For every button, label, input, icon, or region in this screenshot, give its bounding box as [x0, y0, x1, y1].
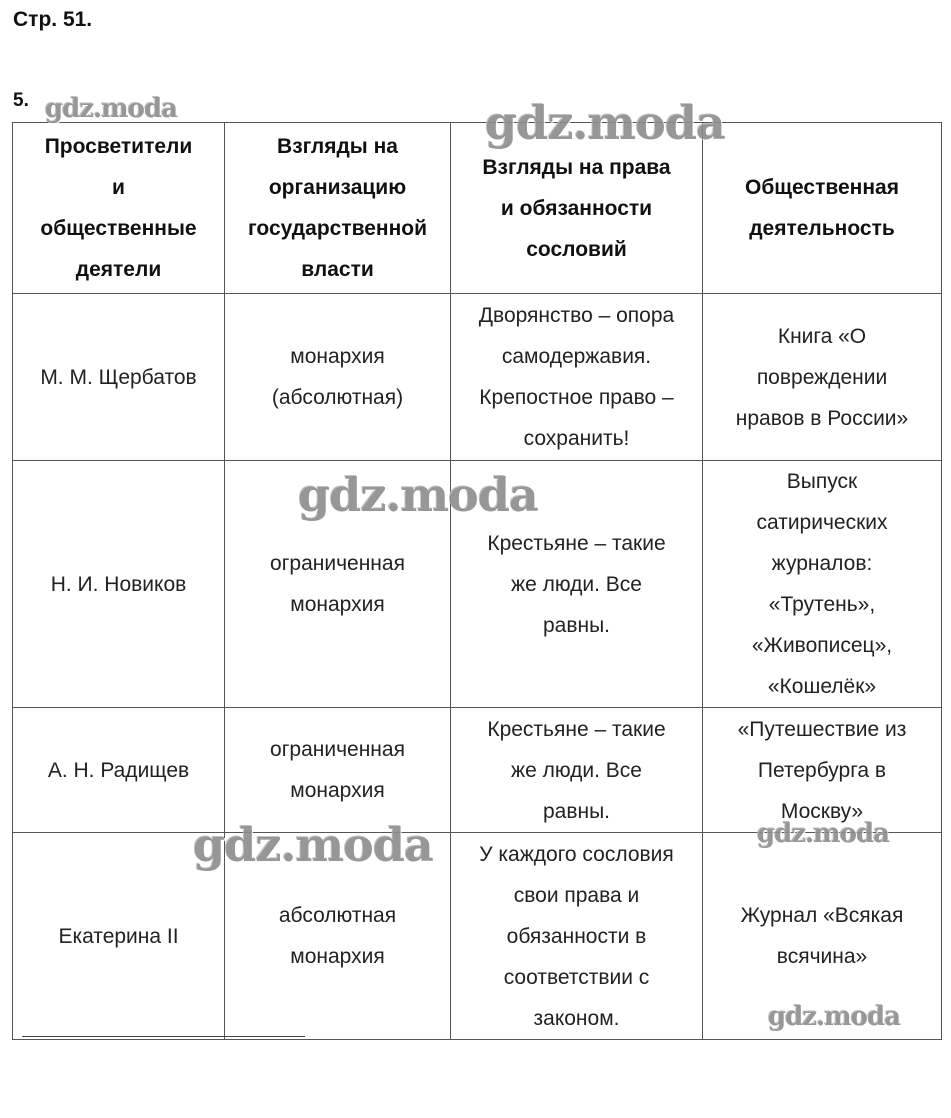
cell-line: свои права и: [513, 883, 640, 907]
table-row: [13, 708, 942, 833]
cell-line: власти: [301, 258, 374, 281]
cell-line: Екатерина II: [58, 924, 179, 948]
cell-line: нравов в России»: [735, 406, 909, 430]
watermark: gdz.moda: [193, 818, 433, 872]
cell-line: Выпуск: [786, 470, 858, 493]
header-cell-estate-views: [451, 123, 703, 294]
cell-line: монархия: [290, 945, 385, 968]
header-cell-activity: [703, 123, 942, 294]
cell-activity: [703, 461, 942, 708]
cell-line: абсолютная: [278, 904, 397, 927]
cell-line: повреждении: [756, 365, 888, 389]
cell-figure: [13, 833, 225, 1040]
cell-line: М. М. Щербатов: [40, 365, 197, 389]
cell-line: соответствии с: [503, 965, 650, 989]
cell-line: «Трутень»,: [768, 593, 876, 616]
table-header-row: [13, 123, 942, 294]
cell-state-views: [225, 708, 451, 833]
cell-line: Книга «О: [777, 324, 867, 348]
cell-line: самодержавия.: [501, 345, 652, 368]
cell-line: и: [112, 176, 125, 199]
cell-line: «Живописец»,: [751, 634, 893, 657]
cell-line: государственной: [247, 217, 428, 240]
cell-figure: [13, 294, 225, 461]
cell-line: общественные: [40, 217, 197, 240]
cell-line: деятели: [75, 258, 162, 281]
cell-line: (абсолютная): [271, 386, 404, 409]
watermark: gdz.moda: [298, 468, 538, 522]
cell-figure: [13, 708, 225, 833]
cell-line: равны.: [542, 613, 611, 637]
cell-line: Н. И. Новиков: [50, 572, 187, 596]
cell-line: Взгляды на права: [482, 155, 671, 179]
cell-estate-views: [451, 461, 703, 708]
cell-line: Журнал «Всякая: [740, 904, 904, 927]
task-number: 5.: [13, 90, 29, 111]
cell-activity: [703, 294, 942, 461]
cell-state-views: [225, 461, 451, 708]
cell-state-views: [225, 833, 451, 1040]
cell-line: сатирических: [756, 511, 888, 534]
cell-line: организацию: [268, 176, 407, 199]
cell-line: Взгляды на: [277, 135, 398, 158]
cell-activity: [703, 708, 942, 833]
watermark: gdz.moda: [757, 819, 890, 849]
cell-line: и обязанности: [500, 196, 653, 220]
cell-line: сохранить!: [523, 427, 630, 450]
cell-line: законом.: [533, 1006, 620, 1030]
cell-line: равны.: [542, 799, 611, 823]
cell-line: Крепостное право –: [479, 386, 674, 409]
header-cell-state-views: [225, 123, 451, 294]
cell-line: обязанности в: [506, 924, 647, 948]
cell-line: всячина»: [776, 945, 868, 968]
table-row: [13, 461, 942, 708]
cell-line: же люди. Все: [511, 758, 642, 782]
cell-figure: [13, 461, 225, 708]
answer-table: [12, 122, 942, 1040]
cell-line: Петербурга в: [757, 758, 887, 782]
cell-activity: [703, 833, 942, 1040]
cell-line: «Кошелёк»: [767, 675, 877, 698]
cell-line: Крестьяне – такие: [487, 531, 666, 555]
cell-line: А. Н. Радищев: [47, 758, 190, 782]
page-title: Стр. 51.: [13, 8, 93, 31]
cell-line: деятельность: [749, 217, 895, 240]
cell-estate-views: [451, 833, 703, 1040]
cell-line: журналов:: [771, 552, 873, 575]
cell-line: «Путешествие из: [737, 717, 907, 741]
cell-line: ограниченная: [270, 552, 405, 575]
cell-line: ограниченная: [270, 738, 405, 761]
cell-line: монархия: [290, 593, 385, 616]
cell-line: У каждого сословия: [479, 842, 674, 866]
cell-estate-views: [451, 294, 703, 461]
cell-state-views: [225, 294, 451, 461]
divider-line: [22, 1036, 305, 1037]
header-cell-figures: [13, 123, 225, 294]
cell-line: Дворянство – опора: [478, 304, 675, 327]
cell-estate-views: [451, 708, 703, 833]
cell-line: монархия: [290, 779, 385, 802]
watermark: gdz.moda: [45, 94, 178, 124]
cell-line: Просветители: [44, 135, 193, 158]
table-row: [13, 294, 942, 461]
cell-line: Крестьяне – такие: [487, 717, 666, 741]
table-row: [13, 833, 942, 1040]
watermark: gdz.moda: [485, 96, 725, 150]
cell-line: Общественная: [744, 176, 899, 199]
cell-line: монархия: [290, 345, 385, 368]
cell-line: сословий: [526, 237, 627, 261]
cell-line: Москву»: [780, 799, 864, 823]
watermark: gdz.moda: [768, 1002, 901, 1032]
cell-line: же люди. Все: [511, 572, 642, 596]
